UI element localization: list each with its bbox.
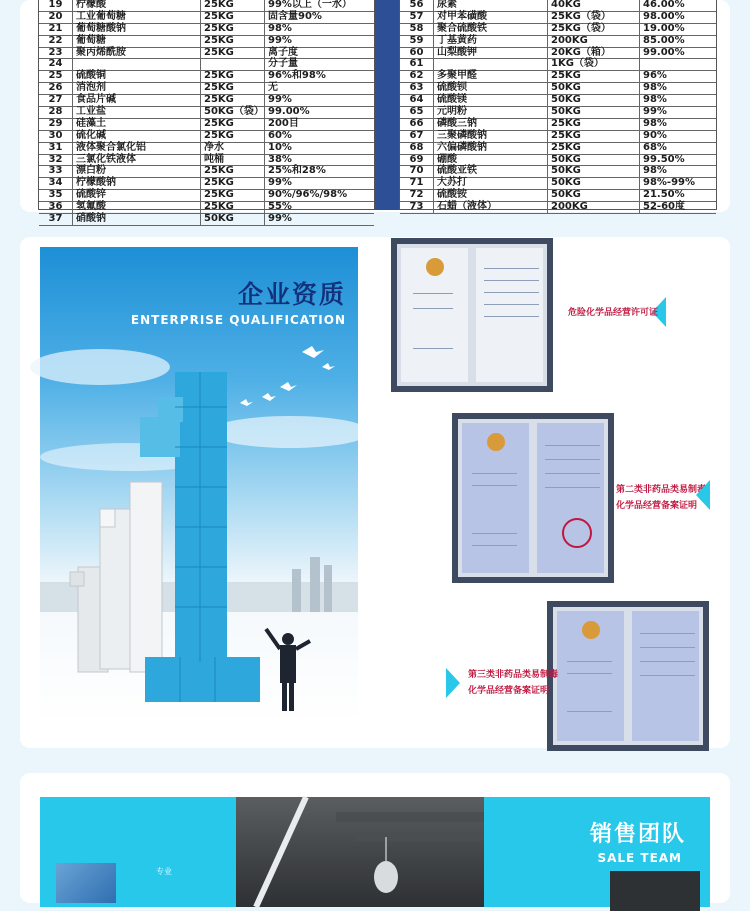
product-name: 葡萄糖 bbox=[73, 36, 201, 47]
row-number: 56 bbox=[400, 0, 434, 11]
table-divider bbox=[375, 0, 399, 210]
package-spec: 25KG bbox=[201, 71, 265, 82]
office-photo bbox=[236, 797, 484, 907]
table-row bbox=[39, 24, 374, 36]
content-spec: 96%和98% bbox=[268, 70, 326, 82]
third-class-precursor-certificate-image bbox=[547, 601, 709, 751]
package-spec: 20KG（箱） bbox=[548, 48, 640, 59]
qualification-panel bbox=[20, 237, 730, 748]
package-spec: 净水 bbox=[201, 143, 265, 154]
room-photo bbox=[610, 871, 700, 911]
content-spec: 99%以上（一水） bbox=[268, 0, 352, 10]
content-spec: 99.50% bbox=[643, 153, 685, 165]
row-number: 62 bbox=[400, 71, 434, 82]
table-row bbox=[400, 131, 716, 143]
table-row bbox=[400, 24, 716, 36]
row-number: 71 bbox=[400, 178, 434, 189]
package-spec: 25KG bbox=[201, 119, 265, 130]
product-name: 硫酸亚铁 bbox=[434, 166, 548, 177]
package-spec: 200KG bbox=[548, 36, 640, 47]
row-number: 59 bbox=[400, 36, 434, 47]
qualification-hero-image bbox=[40, 247, 358, 723]
sales-tag: 专业 bbox=[156, 867, 172, 876]
qualification-subtitle: ENTERPRISE QUALIFICATION bbox=[130, 313, 346, 327]
product-name: 柠檬酸钠 bbox=[73, 178, 201, 189]
content-spec: 21.50% bbox=[643, 189, 685, 201]
content-spec: 98% bbox=[643, 94, 667, 106]
row-number: 61 bbox=[400, 59, 434, 70]
product-name: 硫化碱 bbox=[73, 131, 201, 142]
table-row bbox=[39, 131, 374, 143]
content-spec: 无 bbox=[268, 82, 278, 94]
row-number: 67 bbox=[400, 131, 434, 142]
table-row bbox=[400, 36, 716, 48]
row-number: 27 bbox=[39, 95, 73, 106]
cert-caption-3: 第三类非药品类易制毒 化学品经营备案证明 bbox=[468, 670, 559, 696]
row-number: 31 bbox=[39, 143, 73, 154]
package-spec: 25KG bbox=[201, 83, 265, 94]
product-name bbox=[434, 59, 548, 70]
product-name: 食品片碱 bbox=[73, 95, 201, 106]
arrow-right-icon bbox=[446, 668, 460, 698]
row-number: 20 bbox=[39, 12, 73, 23]
sales-subtitle: SALE TEAM bbox=[597, 851, 682, 865]
content-spec: 96% bbox=[643, 70, 667, 82]
row-number: 58 bbox=[400, 24, 434, 35]
row-number: 28 bbox=[39, 107, 73, 118]
table-row bbox=[39, 143, 374, 155]
building-thumbnail bbox=[56, 863, 116, 903]
product-name: 消泡剂 bbox=[73, 83, 201, 94]
row-number: 25 bbox=[39, 71, 73, 82]
product-table bbox=[38, 0, 728, 225]
row-number: 60 bbox=[400, 48, 434, 59]
content-spec: 10% bbox=[268, 141, 292, 153]
package-spec: 50KG bbox=[548, 178, 640, 189]
package-spec: 50KG bbox=[548, 166, 640, 177]
package-spec: 25KG（袋） bbox=[548, 24, 640, 35]
row-number: 37 bbox=[39, 214, 73, 225]
product-name: 硫酸铜 bbox=[73, 71, 201, 82]
package-spec: 25KG bbox=[201, 0, 265, 11]
package-spec bbox=[201, 59, 265, 70]
content-spec: 99% bbox=[268, 34, 292, 46]
product-name: 漂白粉 bbox=[73, 166, 201, 177]
package-spec: 40KG bbox=[548, 0, 640, 11]
package-spec: 25KG bbox=[201, 36, 265, 47]
package-spec: 50KG bbox=[548, 83, 640, 94]
content-spec: 98.00% bbox=[643, 10, 685, 22]
package-spec: 1KG（袋） bbox=[548, 59, 640, 70]
package-spec: 50KG（袋） bbox=[201, 107, 265, 118]
table-row bbox=[400, 12, 716, 24]
row-number: 29 bbox=[39, 119, 73, 130]
row-number: 57 bbox=[400, 12, 434, 23]
content-spec: 固含量90% bbox=[268, 10, 322, 22]
package-spec: 50KG bbox=[548, 95, 640, 106]
package-spec: 25KG（袋） bbox=[548, 12, 640, 23]
table-row bbox=[39, 214, 374, 226]
row-number: 69 bbox=[400, 155, 434, 166]
arrow-left-icon bbox=[696, 480, 710, 510]
product-name: 聚丙烯酰胺 bbox=[73, 48, 201, 59]
row-number: 70 bbox=[400, 166, 434, 177]
package-spec: 吨桶 bbox=[201, 155, 265, 166]
product-name: 聚合硫酸铁 bbox=[434, 24, 548, 35]
content-spec: 46.00% bbox=[643, 0, 685, 10]
row-number: 63 bbox=[400, 83, 434, 94]
product-name: 硫酸镁 bbox=[434, 95, 548, 106]
product-name: 硫酸锌 bbox=[73, 190, 201, 201]
product-name: 液体聚合氯化铝 bbox=[73, 143, 201, 154]
content-spec: 离子度 bbox=[268, 46, 298, 58]
product-name: 硝酸钠 bbox=[73, 214, 201, 225]
qualification-title: 企业资质 bbox=[237, 280, 346, 309]
product-name: 柠檬酸 bbox=[73, 0, 201, 11]
package-spec: 25KG bbox=[201, 12, 265, 23]
cert-caption-1: 危险化学品经营许可证 bbox=[568, 308, 659, 318]
package-spec: 200KG bbox=[548, 202, 640, 213]
product-name: 丁基黄药 bbox=[434, 36, 548, 47]
package-spec: 25KG bbox=[201, 131, 265, 142]
row-number: 19 bbox=[39, 0, 73, 11]
content-spec: 99% bbox=[268, 94, 292, 106]
content-spec: 60% bbox=[268, 129, 292, 141]
row-number: 35 bbox=[39, 190, 73, 201]
table-row bbox=[39, 48, 374, 60]
package-spec: 25KG bbox=[201, 202, 265, 213]
package-spec: 25KG bbox=[201, 48, 265, 59]
product-name bbox=[73, 59, 201, 70]
row-number: 36 bbox=[39, 202, 73, 213]
package-spec: 25KG bbox=[201, 178, 265, 189]
content-spec: 99% bbox=[643, 106, 667, 118]
hazardous-chemicals-license-image bbox=[391, 238, 553, 392]
content-spec: 98%-99% bbox=[643, 177, 696, 189]
second-class-precursor-certificate-image bbox=[452, 413, 614, 583]
content-spec: 98% bbox=[643, 82, 667, 94]
package-spec: 25KG bbox=[548, 131, 640, 142]
product-name: 工业葡萄糖 bbox=[73, 12, 201, 23]
table-row bbox=[39, 12, 374, 24]
row-number: 34 bbox=[39, 178, 73, 189]
content-spec: 25%和28% bbox=[268, 165, 326, 177]
content-spec: 98% bbox=[268, 22, 292, 34]
content-spec: 68% bbox=[643, 141, 667, 153]
product-name: 三氯化铁液体 bbox=[73, 155, 201, 166]
package-spec: 25KG bbox=[548, 143, 640, 154]
content-spec bbox=[640, 59, 716, 70]
row-number: 66 bbox=[400, 119, 434, 130]
product-name: 磷酸三钠 bbox=[434, 119, 548, 130]
table-row bbox=[39, 36, 374, 48]
row-number: 72 bbox=[400, 190, 434, 201]
row-number: 32 bbox=[39, 155, 73, 166]
package-spec: 25KG bbox=[548, 119, 640, 130]
table-row bbox=[39, 119, 374, 131]
content-spec: 99.00% bbox=[643, 46, 685, 58]
package-spec: 50KG bbox=[201, 214, 265, 225]
content-spec: 200目 bbox=[268, 117, 299, 129]
product-name: 工业盐 bbox=[73, 107, 201, 118]
product-name: 石蜡（液体） bbox=[434, 202, 548, 213]
content-spec: 38% bbox=[268, 153, 292, 165]
product-table-panel bbox=[20, 0, 730, 225]
row-number: 68 bbox=[400, 143, 434, 154]
content-spec: 90% bbox=[643, 129, 667, 141]
product-name: 六偏磷酸钠 bbox=[434, 143, 548, 154]
row-number: 73 bbox=[400, 202, 434, 213]
row-number: 22 bbox=[39, 36, 73, 47]
product-name: 硼酸 bbox=[434, 155, 548, 166]
product-name: 硫酸钡 bbox=[434, 83, 548, 94]
row-number: 23 bbox=[39, 48, 73, 59]
product-name: 多聚甲醛 bbox=[434, 71, 548, 82]
row-number: 33 bbox=[39, 166, 73, 177]
product-name: 三聚磷酸钠 bbox=[434, 131, 548, 142]
row-number: 64 bbox=[400, 95, 434, 106]
content-spec: 99% bbox=[268, 177, 292, 189]
content-spec: 99% bbox=[268, 213, 292, 225]
row-number: 65 bbox=[400, 107, 434, 118]
product-name: 大苏打 bbox=[434, 178, 548, 189]
content-spec: 90%/96%/98% bbox=[268, 189, 348, 201]
package-spec: 50KG bbox=[548, 155, 640, 166]
product-name: 元明粉 bbox=[434, 107, 548, 118]
package-spec: 25KG bbox=[201, 190, 265, 201]
row-number: 21 bbox=[39, 24, 73, 35]
package-spec: 50KG bbox=[548, 190, 640, 201]
sales-title: 销售团队 bbox=[589, 822, 686, 847]
product-name: 山梨酸钾 bbox=[434, 48, 548, 59]
cert-caption-2: 第二类非药品类易制毒 化学品经营备案证明 bbox=[616, 485, 707, 511]
row-number: 26 bbox=[39, 83, 73, 94]
content-spec: 19.00% bbox=[643, 22, 685, 34]
product-table-right bbox=[399, 0, 717, 213]
product-name: 葡萄糖酸钠 bbox=[73, 24, 201, 35]
content-spec: 85.00% bbox=[643, 34, 685, 46]
product-name: 硫酸铵 bbox=[434, 190, 548, 201]
product-table-left bbox=[38, 0, 375, 225]
package-spec: 25KG bbox=[548, 71, 640, 82]
office-ceiling-illustration bbox=[236, 797, 484, 907]
package-spec: 50KG bbox=[548, 107, 640, 118]
product-name: 尿素 bbox=[434, 0, 548, 11]
table-row bbox=[400, 202, 716, 214]
content-spec: 98% bbox=[643, 165, 667, 177]
row-number: 24 bbox=[39, 59, 73, 70]
row-number: 30 bbox=[39, 131, 73, 142]
content-spec: 99.00% bbox=[268, 106, 310, 118]
content-spec: 55% bbox=[268, 201, 292, 213]
sales-team-panel bbox=[20, 773, 730, 903]
product-name: 氢氟酸 bbox=[73, 202, 201, 213]
table-row bbox=[400, 119, 716, 131]
product-name: 对甲苯磺酸 bbox=[434, 12, 548, 23]
package-spec: 25KG bbox=[201, 95, 265, 106]
content-spec: 分子量 bbox=[268, 58, 298, 70]
content-spec: 98% bbox=[643, 117, 667, 129]
product-name: 硅藻土 bbox=[73, 119, 201, 130]
table-row bbox=[400, 143, 716, 155]
package-spec: 25KG bbox=[201, 166, 265, 177]
package-spec: 25KG bbox=[201, 24, 265, 35]
content-spec: 52-60度 bbox=[643, 201, 685, 213]
